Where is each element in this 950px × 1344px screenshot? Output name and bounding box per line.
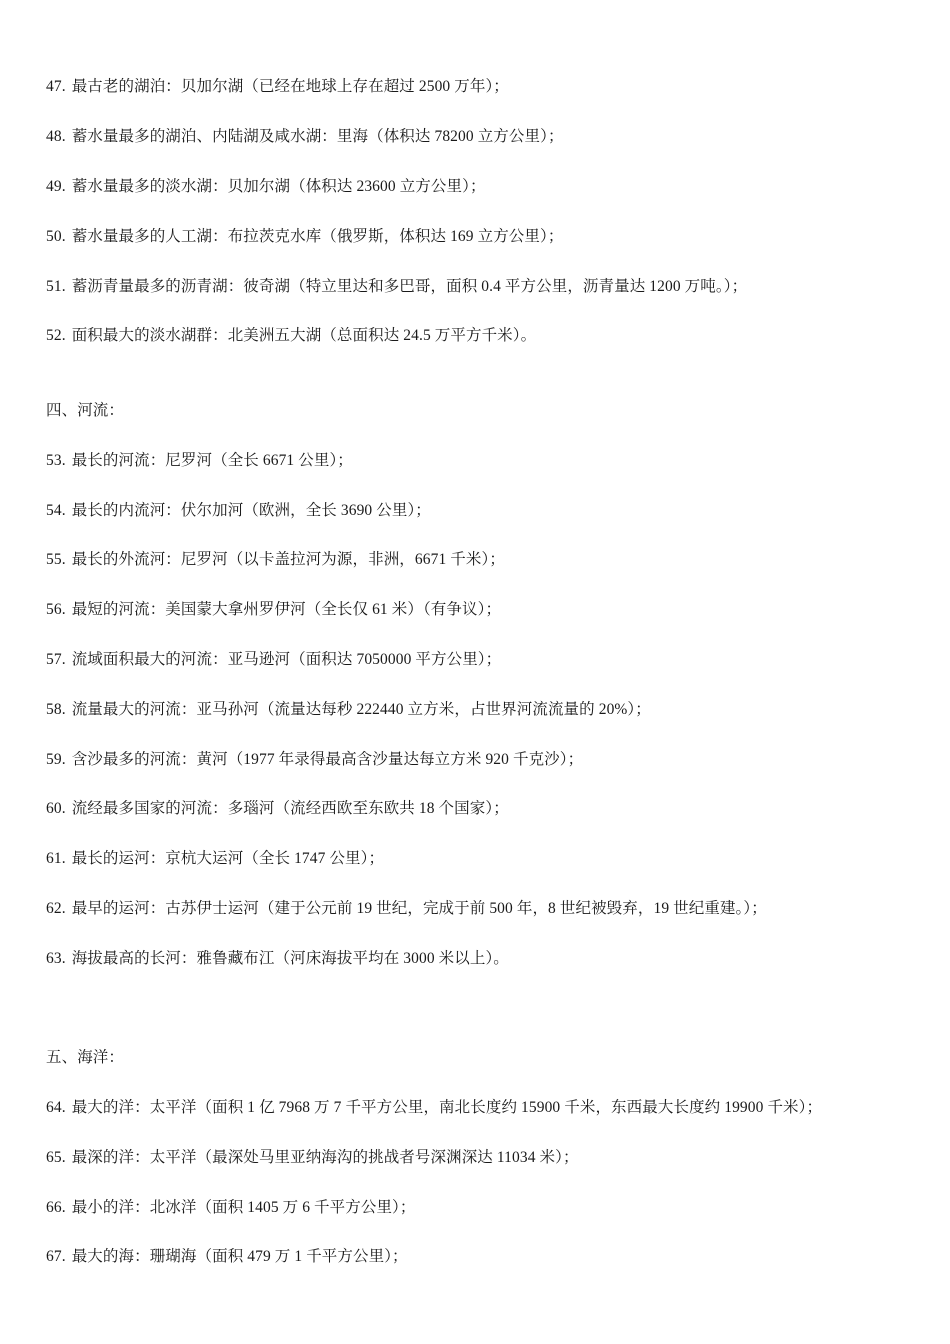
item-number: 63 xyxy=(46,950,62,967)
list-item xyxy=(46,501,431,521)
item-number: 49 xyxy=(46,178,62,195)
item-text: 最深的洋：太平洋（最深处马里亚纳海沟的挑战者号深渊深达 11034 米）； xyxy=(71,1149,579,1166)
list-item xyxy=(46,326,536,346)
item-number: 58 xyxy=(46,701,62,718)
list-item xyxy=(46,949,509,969)
item-text: 流经最多国家的河流：多瑙河（流经西欧至东欧共 18 个国家）； xyxy=(71,800,509,817)
item-separator: . xyxy=(61,228,66,245)
item-number: 62 xyxy=(46,900,62,917)
item-text: 最短的河流：美国蒙大拿州罗伊河（全长仅 61 米）（有争议）； xyxy=(71,601,502,618)
item-text: 最长的内流河：伏尔加河（欧洲，全长 3690 公里）； xyxy=(71,502,431,519)
item-text: 蓄水量最多的淡水湖：贝加尔湖（体积达 23600 立方公里）； xyxy=(71,178,486,195)
list-item xyxy=(46,451,353,471)
list-item xyxy=(46,127,564,147)
item-separator: . xyxy=(61,850,66,867)
item-separator: . xyxy=(61,601,66,618)
list-item xyxy=(46,600,501,620)
item-number: 67 xyxy=(46,1248,62,1265)
item-number: 55 xyxy=(46,551,62,568)
item-number: 57 xyxy=(46,651,62,668)
item-text: 流量最大的河流：亚马孙河（流量达每秒 222440 立方米，占世界河流流量的 20%）； xyxy=(71,701,651,718)
item-text: 最古老的湖泊：贝加尔湖（已经在地球上存在超过 2500 万年）； xyxy=(71,78,509,95)
list-item xyxy=(46,1098,822,1118)
item-separator: . xyxy=(61,1199,66,1216)
item-separator: . xyxy=(61,800,66,817)
item-number: 59 xyxy=(46,751,62,768)
list-item xyxy=(46,799,509,819)
item-separator: . xyxy=(61,1248,66,1265)
item-text: 最大的洋：太平洋（面积 1 亿 7968 万 7 千平方公里，南北长度约 15900 千米，东西最大长度约 19900 千米）； xyxy=(71,1099,823,1116)
item-number: 50 xyxy=(46,228,62,245)
item-separator: . xyxy=(61,178,66,195)
list-item xyxy=(46,750,583,770)
section-heading-rivers: 四、河流： xyxy=(46,402,125,419)
item-number: 60 xyxy=(46,800,62,817)
list-item xyxy=(46,899,767,919)
list-item xyxy=(46,1198,416,1218)
item-separator: . xyxy=(61,751,66,768)
item-separator: . xyxy=(61,950,66,967)
item-text: 最大的海：珊瑚海（面积 479 万 1 千平方公里）； xyxy=(71,1248,408,1265)
item-text: 最长的河流：尼罗河（全长 6671 公里）； xyxy=(71,452,353,469)
list-item xyxy=(46,1148,579,1168)
list-item xyxy=(46,277,747,297)
list-item xyxy=(46,700,651,720)
item-separator: . xyxy=(61,900,66,917)
list-item xyxy=(46,550,505,570)
item-number: 48 xyxy=(46,128,62,145)
item-text: 流域面积最大的河流：亚马逊河（面积达 7050000 平方公里）； xyxy=(71,651,502,668)
item-text: 含沙最多的河流：黄河（1977 年录得最高含沙量达每立方米 920 千克沙）； xyxy=(71,751,584,768)
item-separator: . xyxy=(61,1099,66,1116)
item-number: 47 xyxy=(46,78,62,95)
item-number: 61 xyxy=(46,850,62,867)
item-text: 最小的洋：北冰洋（面积 1405 万 6 千平方公里）； xyxy=(71,1199,416,1216)
list-item xyxy=(46,849,384,869)
item-separator: . xyxy=(61,651,66,668)
item-text: 面积最大的淡水湖群：北美洲五大湖（总面积达 24.5 万平方千米）。 xyxy=(71,327,537,344)
item-separator: . xyxy=(61,128,66,145)
item-separator: . xyxy=(61,551,66,568)
list-item xyxy=(46,227,563,247)
item-separator: . xyxy=(61,327,66,344)
item-number: 65 xyxy=(46,1149,62,1166)
item-text: 蓄水量最多的人工湖：布拉茨克水库（俄罗斯，体积达 169 立方公里）； xyxy=(71,228,564,245)
item-text: 海拔最高的长河：雅鲁藏布江（河床海拔平均在 3000 米以上）。 xyxy=(71,950,509,967)
item-number: 56 xyxy=(46,601,62,618)
item-number: 66 xyxy=(46,1199,62,1216)
item-number: 53 xyxy=(46,452,62,469)
item-separator: . xyxy=(61,1149,66,1166)
item-separator: . xyxy=(61,701,66,718)
item-separator: . xyxy=(61,78,66,95)
item-separator: . xyxy=(61,502,66,519)
list-item xyxy=(46,650,501,670)
item-number: 64 xyxy=(46,1099,62,1116)
item-number: 54 xyxy=(46,502,62,519)
list-item xyxy=(46,77,509,97)
item-number: 51 xyxy=(46,278,62,295)
item-number: 52 xyxy=(46,327,62,344)
item-text: 最长的外流河：尼罗河（以卡盖拉河为源，非洲，6671 千米）； xyxy=(71,551,505,568)
item-text: 最长的运河：京杭大运河（全长 1747 公里）； xyxy=(71,850,385,867)
item-text: 最早的运河：古苏伊士运河（建于公元前 19 世纪，完成于前 500 年，8 世纪被毁弃，19 世纪重建。）； xyxy=(71,900,767,917)
item-text: 蓄沥青量最多的沥青湖：彼奇湖（特立里达和多巴哥，面积 0.4 平方公里，沥青量达 1200 万吨。）； xyxy=(71,278,748,295)
section-heading-oceans: 五、海洋： xyxy=(46,1049,125,1066)
list-item xyxy=(46,177,486,197)
item-separator: . xyxy=(61,452,66,469)
list-item xyxy=(46,1247,408,1267)
item-text: 蓄水量最多的湖泊、内陆湖及咸水湖：里海（体积达 78200 立方公里）； xyxy=(71,128,564,145)
item-separator: . xyxy=(61,278,66,295)
